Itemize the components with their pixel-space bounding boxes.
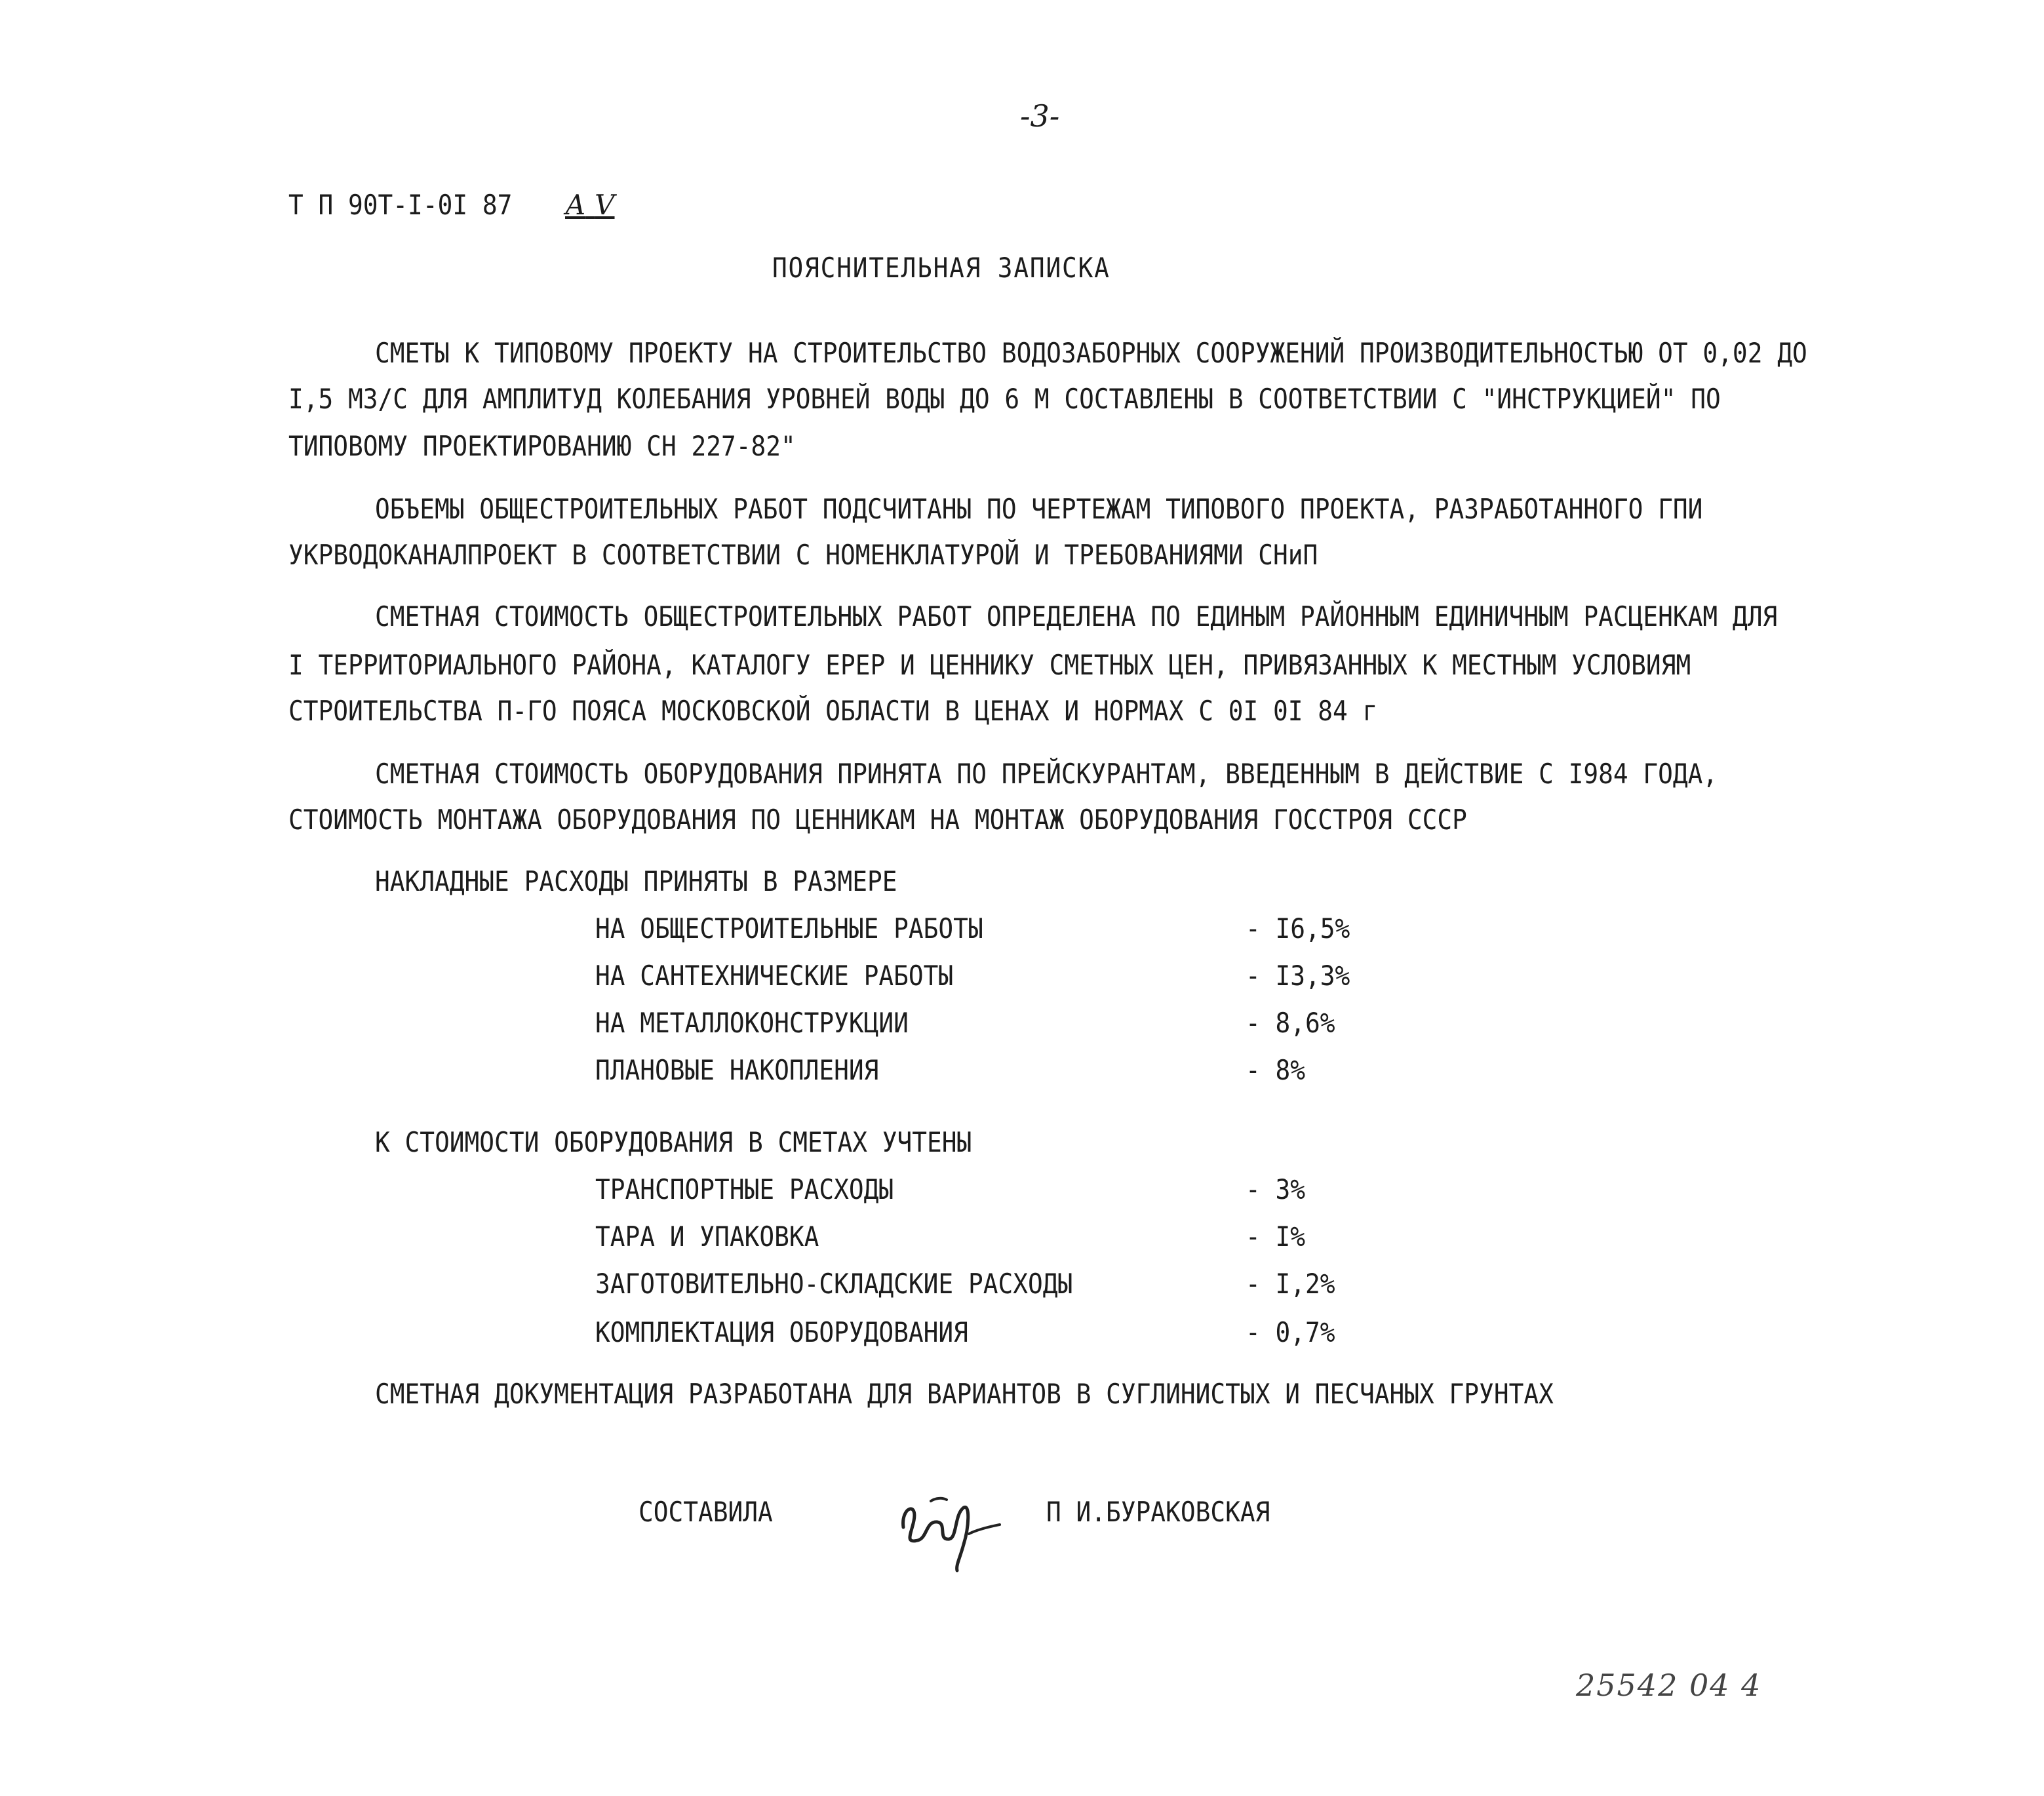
signature-label: СОСТАВИЛА: [639, 1496, 773, 1528]
paragraph-2-line-1: ОБЪЕМЫ ОБЩЕСТРОИТЕЛЬНЫХ РАБОТ ПОДСЧИТАНЫ ПО ЧЕРТЕЖАМ ТИПОВОГО ПРОЕКТА, РАЗРАБОТАННОГО ГПИ: [375, 493, 1703, 525]
paragraph-3-line-2: I ТЕРРИТОРИАЛЬНОГО РАЙОНА, КАТАЛОГУ ЕРЕР И ЦЕННИКУ СМЕТНЫХ ЦЕН, ПРИВЯЗАННЫХ К МЕСТНЫМ УСЛОВИЯМ: [288, 649, 1691, 681]
overhead-item-label: НА ОБЩЕСТРОИТЕЛЬНЫЕ РАБОТЫ: [595, 912, 983, 945]
document-title: ПОЯСНИТЕЛЬНАЯ ЗАПИСКА: [772, 252, 1110, 284]
overhead-heading: НАКЛАДНЫЕ РАСХОДЫ ПРИНЯТЫ В РАЗМЕРЕ: [375, 865, 897, 897]
revision-letter: А: [565, 189, 586, 221]
closing-line: СМЕТНАЯ ДОКУМЕНТАЦИЯ РАЗРАБОТАНА ДЛЯ ВАРИАНТОВ В СУГЛИНИСТЫХ И ПЕСЧАНЫХ ГРУНТАХ: [375, 1378, 1554, 1410]
overhead-item-value: - 8%: [1246, 1054, 1306, 1086]
overhead-item-label: НА САНТЕХНИЧЕСКИЕ РАБОТЫ: [595, 960, 954, 992]
equipment-item-label: ЗАГОТОВИТЕЛЬНО-СКЛАДСКИЕ РАСХОДЫ: [595, 1268, 1073, 1300]
page-number: -3-: [1020, 98, 1060, 134]
document-code: Т П 90Т-I-0I 87: [288, 189, 513, 221]
equipment-item-label: ТРАНСПОРТНЫЕ РАСХОДЫ: [595, 1173, 894, 1205]
equipment-item-label: КОМПЛЕКТАЦИЯ ОБОРУДОВАНИЯ: [595, 1316, 968, 1348]
paragraph-2-line-2: УКРВОДОКАНАЛПРОЕКТ В СООТВЕТСТВИИ С НОМЕНКЛАТУРОЙ И ТРЕБОВАНИЯМИ СНиП: [288, 539, 1318, 571]
overhead-item-label: НА МЕТАЛЛОКОНСТРУКЦИИ: [595, 1007, 909, 1039]
overhead-item-value: - 8,6%: [1246, 1007, 1335, 1039]
handwritten-signature: [892, 1481, 1010, 1573]
equipment-item-label: ТАРА И УПАКОВКА: [595, 1220, 819, 1253]
signature-name: П И.БУРАКОВСКАЯ: [1046, 1496, 1270, 1528]
paragraph-3-line-1: СМЕТНАЯ СТОИМОСТЬ ОБЩЕСТРОИТЕЛЬНЫХ РАБОТ ОПРЕДЕЛЕНА ПО ЕДИНЫМ РАЙОННЫМ ЕДИНИЧНЫМ РАСЦЕНКАМ ДЛЯ: [375, 600, 1778, 633]
overhead-item-value: - I3,3%: [1246, 960, 1350, 992]
equipment-item-value: - I%: [1246, 1220, 1306, 1253]
overhead-item-label: ПЛАНОВЫЕ НАКОПЛЕНИЯ: [595, 1054, 879, 1086]
paragraph-1-line-1: СМЕТЫ К ТИПОВОМУ ПРОЕКТУ НА СТРОИТЕЛЬСТВО ВОДОЗАБОРНЫХ СООРУЖЕНИЙ ПРОИЗВОДИТЕЛЬНОСТЬЮ ОТ 0,02 ДО: [375, 337, 1807, 369]
paragraph-1-line-2: I,5 МЗ/С ДЛЯ АМПЛИТУД КОЛЕБАНИЯ УРОВНЕЙ ВОДЫ ДО 6 М СОСТАВЛЕНЫ В СООТВЕТСТВИИ С "ИНСТРУКЦИЕЙ" ПО: [288, 383, 1721, 415]
paragraph-1-line-3: ТИПОВОМУ ПРОЕКТИРОВАНИЮ СН 227-82": [288, 430, 796, 462]
equipment-heading: К СТОИМОСТИ ОБОРУДОВАНИЯ В СМЕТАХ УЧТЕНЫ: [375, 1126, 972, 1158]
paragraph-4-line-1: СМЕТНАЯ СТОИМОСТЬ ОБОРУДОВАНИЯ ПРИНЯТА ПО ПРЕЙСКУРАНТАМ, ВВЕДЕННЫМ В ДЕЙСТВИЕ С I984 ГОДА,: [375, 758, 1718, 790]
equipment-item-value: - 0,7%: [1246, 1316, 1335, 1348]
equipment-item-value: - 3%: [1246, 1173, 1306, 1205]
paragraph-4-line-2: СТОИМОСТЬ МОНТАЖА ОБОРУДОВАНИЯ ПО ЦЕННИКАМ НА МОНТАЖ ОБОРУДОВАНИЯ ГОССТРОЯ СССР: [288, 804, 1467, 836]
paragraph-3-line-3: СТРОИТЕЛЬСТВА П-ГО ПОЯСА МОСКОВСКОЙ ОБЛАСТИ В ЦЕНАХ И НОРМАХ С 0I 0I 84 г: [288, 695, 1378, 727]
archive-number: 25542 04 4: [1576, 1668, 1762, 1703]
revision-numeral: V: [595, 189, 615, 221]
overhead-item-value: - I6,5%: [1246, 912, 1350, 945]
document-revision: [565, 189, 615, 221]
equipment-item-value: - I,2%: [1246, 1268, 1335, 1300]
